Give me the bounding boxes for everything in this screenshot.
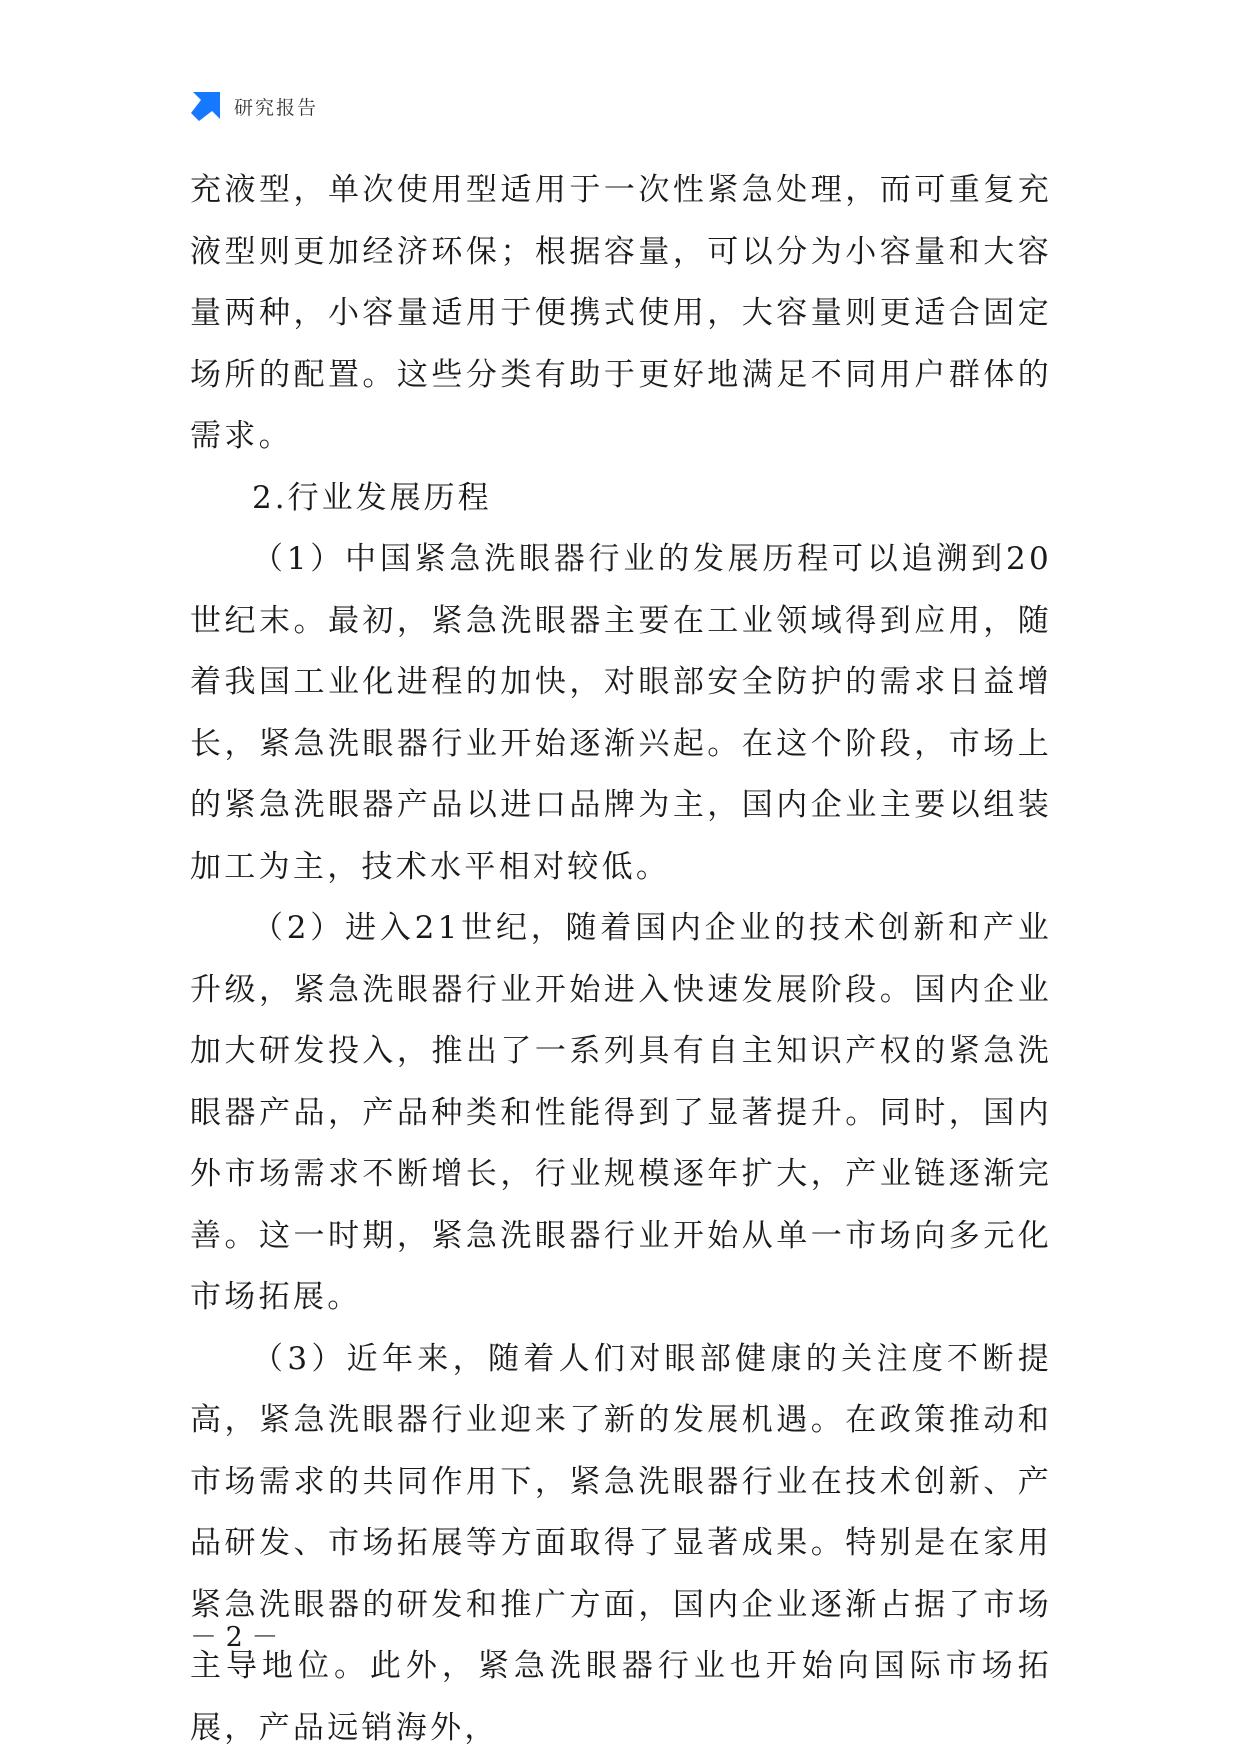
paragraph-2: （2）进入21世纪，随着国内企业的技术创新和产业升级，紧急洗眼器行业开始进入快速发展阶段。国内企业加大研发投入，推出了一系列具有自主知识产权的紧急洗眼器产品，产品种类和性能得到了显著提升。同时，国内外市场需求不断增长，行业规模逐年扩大，产业链逐渐完善。这一时期，紧急洗眼器行业开始从单一市场向多元化市场拓展。 (190, 898, 1052, 1329)
document-body (190, 160, 1052, 1759)
header-title: 研究报告 (234, 93, 318, 120)
section-heading: 2.行业发展历程 (190, 468, 1052, 530)
paragraph-1: （1）中国紧急洗眼器行业的发展历程可以追溯到20世纪末。最初，紧急洗眼器主要在工业领域得到应用，随着我国工业化进程的加快，对眼部安全防护的需求日益增长，紧急洗眼器行业开始逐渐兴起。在这个阶段，市场上的紧急洗眼器产品以进口品牌为主，国内企业主要以组装加工为主，技术水平相对较低。 (190, 529, 1052, 898)
page-number: － 2 － (190, 1615, 278, 1654)
paragraph-3: （3）近年来，随着人们对眼部健康的关注度不断提高，紧急洗眼器行业迎来了新的发展机遇。在政策推动和市场需求的共同作用下，紧急洗眼器行业在技术创新、产品研发、市场拓展等方面取得了显著成果。特别是在家用紧急洗眼器的研发和推广方面，国内企业逐渐占据了市场主导地位。此外，紧急洗眼器行业也开始向国际市场拓展，产品远销海外， (190, 1329, 1052, 1759)
paragraph-continued: 充液型，单次使用型适用于一次性紧急处理，而可重复充液型则更加经济环保；根据容量，可以分为小容量和大容量两种，小容量适用于便携式使用，大容量则更适合固定场所的配置。这些分类有助于更好地满足不同用户群体的需求。 (190, 160, 1052, 468)
arrow-up-right-icon (190, 90, 222, 122)
page-header (190, 88, 318, 124)
